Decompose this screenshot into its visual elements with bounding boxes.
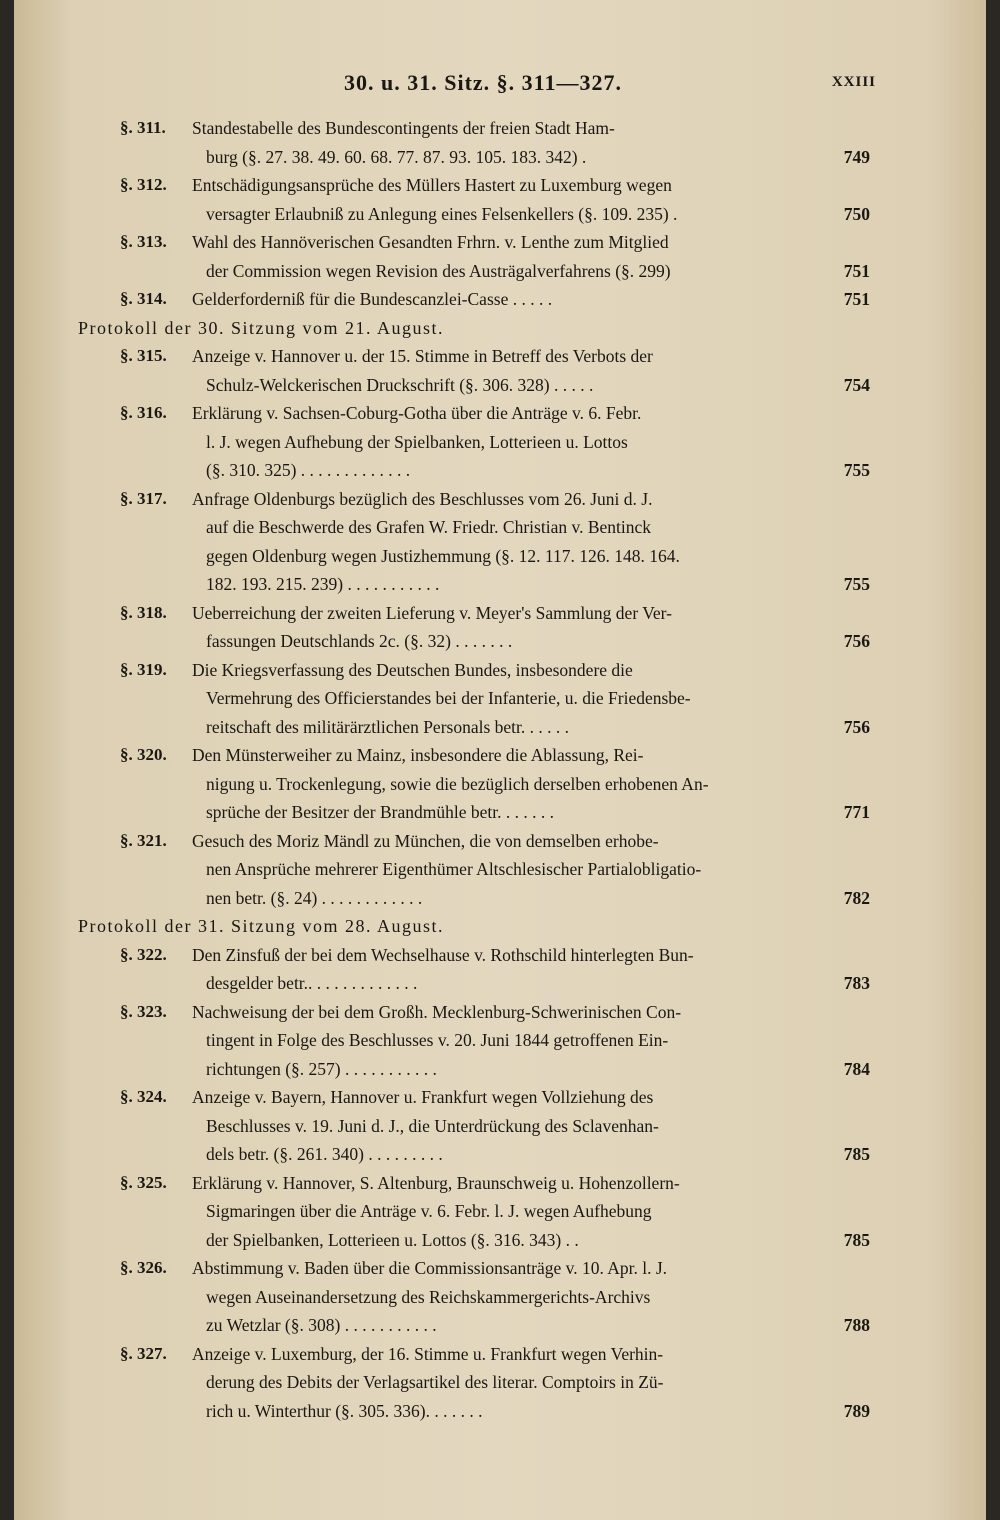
entry-text: richtungen (§. 257) . . . . . . . . . . . [206, 1058, 437, 1079]
toc-entry-continuation [14, 428, 986, 457]
toc-entry [14, 998, 986, 1027]
toc-entry-continuation [14, 513, 986, 542]
entry-text: der Spielbanken, Lotterieen u. Lottos (§. 316. 343) . . [206, 1229, 579, 1250]
toc-entry [14, 656, 986, 685]
section-number: §. 317. [120, 488, 167, 508]
entry-text: dels betr. (§. 261. 340) . . . . . . . . . [206, 1144, 443, 1164]
entry-text: burg (§. 27. 38. 49. 60. 68. 77. 87. 93. 105. 183. 342) . [206, 146, 587, 167]
entry-text: Den Münsterweiher zu Mainz, insbesondere die Ablassung, Rei- [192, 745, 644, 765]
entry-text: rich u. Winterthur (§. 305. 336). . . . . . . [206, 1400, 483, 1421]
section-number: §. 320. [120, 745, 167, 764]
protocol-heading [14, 314, 986, 343]
header-title: 30. u. 31. Sitz. §. 311—327. [344, 70, 622, 95]
entry-text: Sigmaringen über die Anträge v. 6. Febr. l. J. wegen Aufhebung [206, 1201, 652, 1221]
page-reference: 785 [843, 1229, 870, 1250]
toc-entry-continuation [14, 200, 986, 229]
toc-entry-continuation [14, 684, 986, 713]
table-of-contents [14, 114, 986, 1425]
toc-entry [14, 1169, 986, 1198]
entry-text: (§. 310. 325) . . . . . . . . . . . . . [206, 460, 411, 480]
entry-text: Standestabelle des Bundescontingents der freien Stadt Ham- [192, 118, 615, 138]
section-number: §. 311. [120, 118, 166, 137]
toc-entry-continuation [14, 456, 986, 485]
toc-entry-continuation [14, 1112, 986, 1141]
entry-text: Erklärung v. Hannover, S. Altenburg, Braunschweig u. Hohenzollern- [192, 1172, 680, 1193]
section-number: §. 327. [120, 1343, 167, 1363]
entry-text: Anzeige v. Hannover u. der 15. Stimme in Betreff des Verbots der [192, 346, 653, 366]
entry-text: Wahl des Hannöverischen Gesandten Frhrn. v. Lenthe zum Mitglied [192, 232, 669, 252]
page-reference: 754 [843, 374, 870, 395]
page-reference: 750 [843, 203, 870, 224]
entry-text: sprüche der Besitzer der Brandmühle betr. . . . . . . [206, 802, 554, 822]
toc-entry [14, 342, 986, 371]
toc-entry-continuation [14, 1397, 986, 1426]
entry-text: gegen Oldenburg wegen Justizhemmung (§. 12. 117. 126. 148. 164. [206, 545, 680, 566]
toc-entry-continuation [14, 1197, 986, 1226]
toc-entry [14, 228, 986, 257]
page-reference: 755 [843, 574, 870, 594]
protocol-heading-text: Protokoll der 30. Sitzung vom 21. August. [78, 317, 445, 338]
page-reference: 785 [843, 1144, 870, 1164]
section-number: §. 312. [120, 175, 167, 194]
entry-text: Vermehrung des Officierstandes bei der Infanterie, u. die Friedensbe- [206, 688, 691, 708]
toc-entry-continuation [14, 855, 986, 884]
entry-text: der Commission wegen Revision des Austrägalverfahrens (§. 299) [206, 260, 671, 281]
toc-entry-continuation [14, 257, 986, 286]
book-page [14, 0, 986, 1520]
page-reference: 771 [843, 802, 870, 822]
entry-text: Die Kriegsverfassung des Deutschen Bundes, insbesondere die [192, 659, 633, 680]
entry-text: Ueberreichung der zweiten Lieferung v. Meyer's Sammlung der Ver- [192, 602, 672, 623]
header-page-number: XXIII [831, 74, 876, 90]
entry-text: Abstimmung v. Baden über die Commissionsanträge v. 10. Apr. l. J. [192, 1258, 668, 1278]
toc-entry-continuation [14, 798, 986, 827]
entry-text: Gesuch des Moriz Mändl zu München, die von demselben erhobe- [192, 830, 659, 851]
toc-entry [14, 941, 986, 970]
entry-text: fassungen Deutschlands 2c. (§. 32) . . . . . . . [206, 631, 513, 651]
page-reference: 782 [843, 887, 870, 908]
toc-entry [14, 1083, 986, 1112]
entry-text: tingent in Folge des Beschlusses v. 20. Juni 1844 getroffenen Ein- [206, 1030, 669, 1050]
page-reference: 789 [843, 1400, 870, 1421]
page-reference: 756 [843, 631, 870, 651]
entry-text: Nachweisung der bei dem Großh. Mecklenburg-Schwerinischen Con- [192, 1001, 682, 1022]
toc-entry [14, 1254, 986, 1283]
toc-entry [14, 741, 986, 770]
toc-entry-continuation [14, 1311, 986, 1340]
section-number: §. 322. [120, 944, 167, 964]
entry-text: nen betr. (§. 24) . . . . . . . . . . . . [206, 887, 423, 908]
protocol-heading [14, 912, 986, 941]
page-reference: 751 [843, 260, 870, 281]
page-reference: 784 [843, 1058, 870, 1079]
entry-text: Anfrage Oldenburgs bezüglich des Beschlusses vom 26. Juni d. J. [192, 488, 653, 509]
toc-entry-continuation [14, 770, 986, 799]
section-number: §. 315. [120, 346, 167, 365]
section-number: §. 321. [120, 830, 167, 850]
toc-entry-continuation [14, 1368, 986, 1397]
entry-text: nigung u. Trockenlegung, sowie die bezüglich derselben erhobenen An- [206, 773, 709, 794]
toc-entry [14, 171, 986, 200]
entry-text: Anzeige v. Luxemburg, der 16. Stimme u. Frankfurt wegen Verhin- [192, 1343, 664, 1364]
toc-entry-continuation [14, 570, 986, 599]
entry-text: zu Wetzlar (§. 308) . . . . . . . . . . . [206, 1315, 437, 1335]
entry-text: desgelder betr.. . . . . . . . . . . . . [206, 973, 418, 993]
section-number: §. 324. [120, 1087, 167, 1106]
toc-entry [14, 599, 986, 628]
entry-text: nen Ansprüche mehrerer Eigenthümer Altschlesischer Partialobligatio- [206, 859, 702, 879]
protocol-heading-text: Protokoll der 31. Sitzung vom 28. August. [78, 916, 445, 936]
section-number: §. 316. [120, 403, 167, 422]
entry-text: Erklärung v. Sachsen-Coburg-Gotha über die Anträge v. 6. Febr. [192, 403, 642, 423]
toc-entry [14, 485, 986, 514]
page-reference: 751 [843, 289, 870, 309]
toc-entry-continuation [14, 969, 986, 998]
entry-text: Schulz-Welckerischen Druckschrift (§. 306. 328) . . . . . [206, 374, 594, 395]
toc-entry-continuation [14, 713, 986, 742]
toc-entry-continuation [14, 542, 986, 571]
section-number: §. 318. [120, 602, 167, 622]
section-number: §. 319. [120, 659, 167, 679]
toc-entry [14, 285, 986, 314]
toc-entry-continuation [14, 1026, 986, 1055]
entry-text: versagter Erlaubniß zu Anlegung eines Felsenkellers (§. 109. 235) . [206, 203, 678, 224]
page-reference: 788 [843, 1315, 870, 1335]
toc-entry-continuation [14, 1226, 986, 1255]
section-number: §. 313. [120, 232, 167, 251]
section-number: §. 325. [120, 1172, 167, 1192]
toc-entry-continuation [14, 627, 986, 656]
toc-entry-continuation [14, 1140, 986, 1169]
section-number: §. 323. [120, 1001, 167, 1021]
entry-text: wegen Auseinandersetzung des Reichskammergerichts-Archivs [206, 1286, 651, 1307]
entry-text: 182. 193. 215. 239) . . . . . . . . . . . [206, 574, 440, 594]
toc-entry-continuation [14, 143, 986, 172]
toc-entry [14, 827, 986, 856]
toc-entry-continuation [14, 1283, 986, 1312]
page-reference: 749 [843, 146, 870, 167]
entry-text: Gelderforderniß für die Bundescanzlei-Casse . . . . . [192, 289, 553, 309]
entry-text: Den Zinsfuß der bei dem Wechselhause v. Rothschild hinterlegten Bun- [192, 944, 694, 965]
entry-text: reitschaft des militärärztlichen Personals betr. . . . . . [206, 716, 570, 737]
toc-entry-continuation [14, 884, 986, 913]
page-reference: 755 [843, 460, 870, 480]
section-number: §. 314. [120, 289, 167, 308]
running-header [14, 70, 986, 106]
toc-entry [14, 1340, 986, 1369]
page-reference: 783 [843, 973, 870, 993]
page-reference: 756 [843, 716, 870, 737]
toc-entry-continuation [14, 1055, 986, 1084]
entry-text: Beschlusses v. 19. Juni d. J., die Unterdrückung des Sclavenhan- [206, 1115, 659, 1136]
toc-entry [14, 114, 986, 143]
entry-text: auf die Beschwerde des Grafen W. Friedr. Christian v. Bentinck [206, 517, 652, 537]
entry-text: Anzeige v. Bayern, Hannover u. Frankfurt wegen Vollziehung des [192, 1087, 654, 1107]
entry-text: derung des Debits der Verlagsartikel des literar. Comptoirs in Zü- [206, 1372, 664, 1392]
entry-text: l. J. wegen Aufhebung der Spielbanken, Lotterieen u. Lottos [206, 431, 628, 452]
toc-entry-continuation [14, 371, 986, 400]
section-number: §. 326. [120, 1258, 167, 1277]
toc-entry [14, 399, 986, 428]
entry-text: Entschädigungsansprüche des Müllers Hastert zu Luxemburg wegen [192, 175, 672, 195]
